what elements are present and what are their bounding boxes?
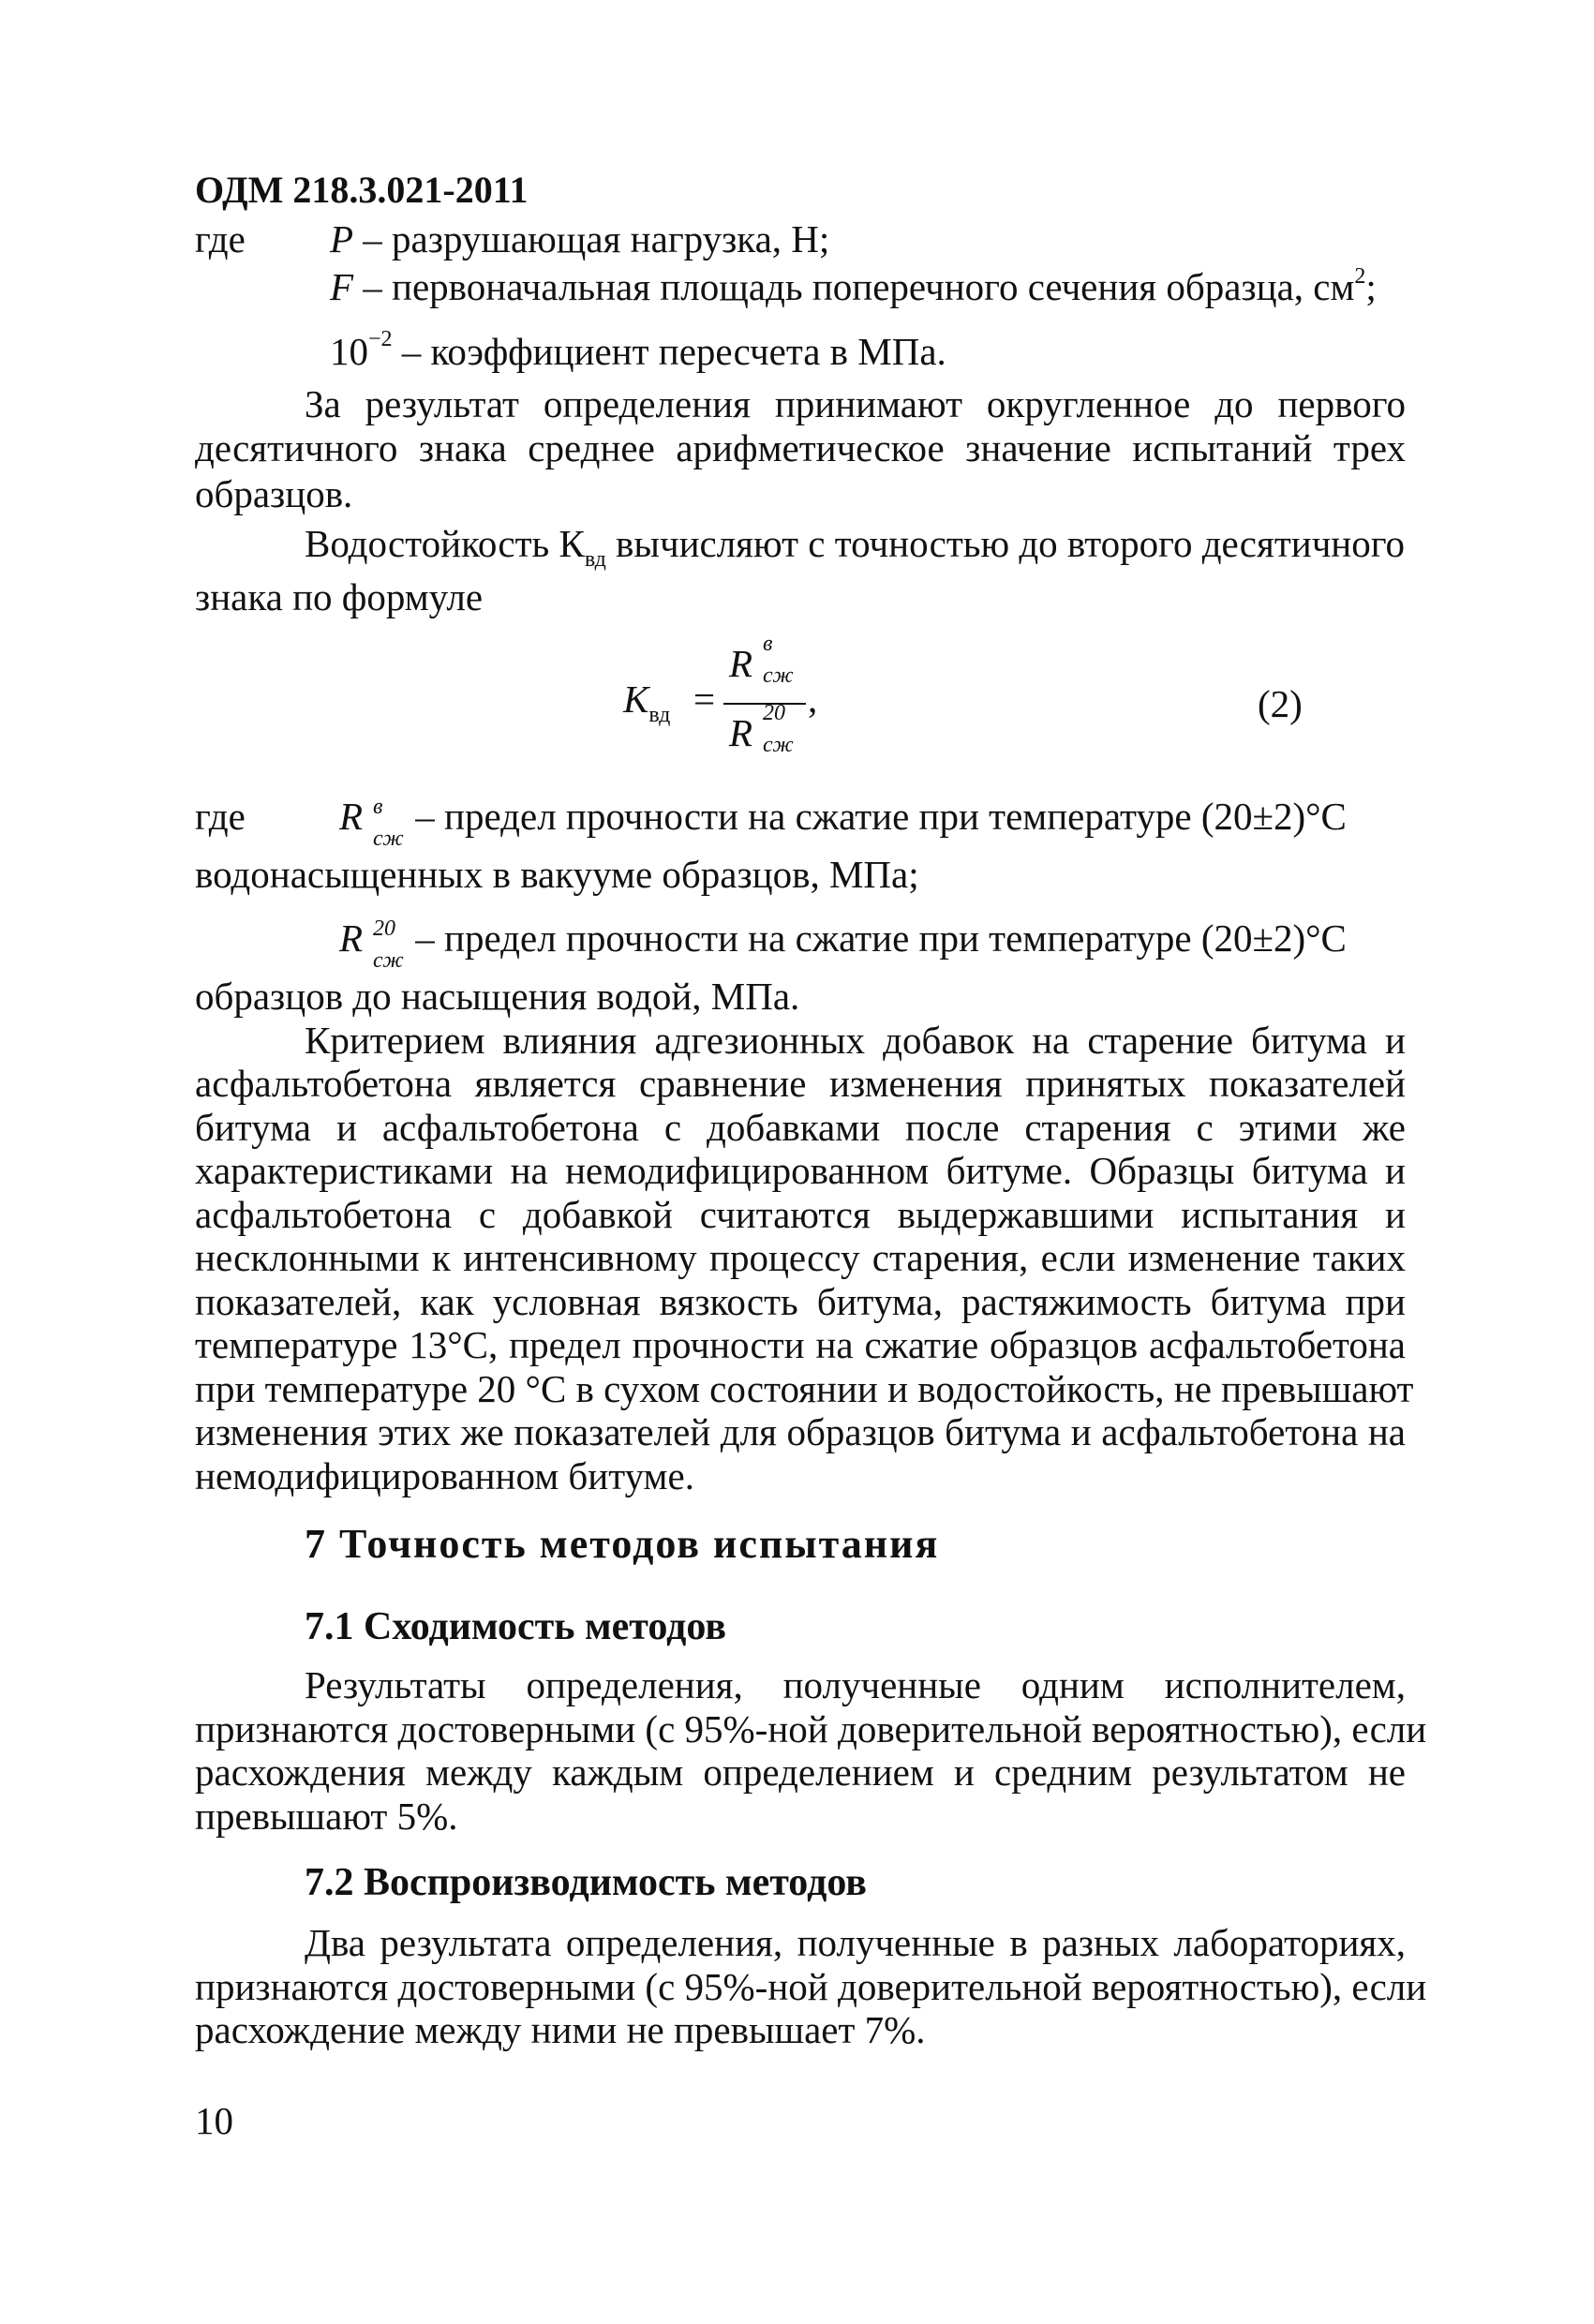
legend-f-superscript: 2 [1354, 264, 1366, 289]
denominator-r [729, 701, 794, 757]
paragraph-line: несклонными к интенсивному процессу старения, если изменение таких [195, 1236, 1406, 1279]
symbol-p: P [330, 217, 354, 261]
r-dry-letter: R [339, 916, 364, 960]
paragraph-line: признаются достоверными (с 95%-ной доверительной вероятностью), если [195, 1965, 1427, 2008]
numerator-superscript: в [763, 632, 773, 656]
r-dry-subscript: сж [373, 948, 404, 973]
r-water-letter: R [339, 795, 364, 838]
paragraph-line: немодифицированном битуме. [195, 1454, 694, 1497]
r-water-text: – предел прочности на сжатие при температуре (20±2)°С [406, 795, 1347, 838]
r-water-symbol [339, 795, 404, 851]
legend-p-text: – разрушающая нагрузка, Н; [353, 217, 830, 261]
paragraph-line: расхождения между каждым определением и средним результатом не [195, 1750, 1406, 1794]
numerator-symbol: R [729, 642, 753, 685]
paragraph-line: температуре 13°С, предел прочности на сжатие образцов асфальтобетона [195, 1323, 1406, 1366]
legend-r-dry [339, 916, 1347, 973]
page-number: 10 [195, 2099, 233, 2142]
r-dry-symbol [339, 916, 404, 973]
numerator-subscript: сж [763, 663, 794, 688]
paragraph-line: Два результата определения, полученные в разных лабораториях, [305, 1921, 1406, 1964]
paragraph-line: асфальтобетона с добавкой считаются выдержавшими испытания и [195, 1193, 1406, 1236]
subsection-heading: 7.1 Сходимость методов [305, 1605, 727, 1648]
paragraph-line: десятичного знака среднее арифметическое значение испытаний трех [195, 426, 1406, 469]
legend-coefficient [330, 327, 946, 380]
where-label: где [195, 217, 246, 261]
paragraph-line: расхождение между ними не превышает 7%. [195, 2008, 926, 2051]
denominator-subscript: сж [763, 733, 794, 757]
paragraph-line: За результат определения принимают округленное до первого [305, 382, 1406, 425]
paragraph-line: знака по формуле [195, 575, 484, 618]
water-resistance-line [305, 522, 1405, 572]
paragraph-line: изменения этих же показателей для образцов битума и асфальтобетона на [195, 1410, 1406, 1453]
formula-comma: , [808, 678, 818, 721]
r-water-superscript: в [373, 795, 383, 819]
paragraph-line: показателей, как условная вязкость битума, растяжимость битума при [195, 1280, 1406, 1323]
formula-number: (2) [1258, 682, 1303, 725]
water-resistance-text-rest: вычисляют с точностью до второго десятичного [605, 522, 1406, 565]
formula-numerator [729, 632, 794, 697]
subsection-heading: 7.2 Воспроизводимость методов [305, 1861, 867, 1904]
r-water-subscript: сж [373, 827, 404, 851]
legend-f [330, 265, 1377, 315]
legend-r-water [339, 795, 1347, 851]
paragraph-line: Критерием влияния адгезионных добавок на старение битума и [305, 1019, 1406, 1062]
paragraph-line: битума и асфальтобетона с добавками после старения с этими же [195, 1106, 1406, 1149]
legend-f-text: – первоначальная площадь поперечного сечения образца, см [353, 265, 1355, 308]
denominator-symbol: R [729, 711, 753, 754]
legend-f-end: ; [1365, 265, 1377, 308]
formula-equals: = [693, 678, 716, 721]
paragraph-line: при температуре 20 °С в сухом состоянии и водостойкость, не превышают [195, 1367, 1414, 1410]
paragraph-line: признаются достоверными (с 95%-ной доверительной вероятностью), если [195, 1707, 1427, 1750]
r-dry-text: – предел прочности на сжатие при температуре (20±2)°С [406, 916, 1347, 960]
legend-p [330, 217, 829, 261]
paragraph-line: асфальтобетона является сравнение изменения принятых показателей [195, 1062, 1406, 1105]
paragraph-line: образцов до насыщения водой, МПа. [195, 975, 800, 1018]
numerator-r [729, 632, 794, 688]
paragraph-line: водонасыщенных в вакууме образцов, МПа; [195, 853, 919, 896]
paragraph-line: превышают 5%. [195, 1795, 458, 1838]
coef-base: 10 [330, 330, 368, 373]
paragraph-line: образцов. [195, 472, 353, 515]
where-label: где [195, 795, 246, 838]
formula-lhs [623, 677, 671, 727]
coef-text: – коэффициент пересчета в МПа. [392, 330, 946, 373]
water-resistance-subscript: вд [584, 547, 606, 572]
formula-denominator [729, 701, 794, 767]
paragraph-line: характеристиками на немодифицированном битуме. Образцы битума и [195, 1149, 1406, 1192]
section-heading: 7 Точность методов испытания [305, 1521, 940, 1567]
formula-k-subscript: вд [648, 703, 671, 727]
r-dry-superscript: 20 [373, 916, 395, 941]
formula-k: K [623, 678, 649, 721]
coef-exponent: −2 [368, 327, 393, 351]
paragraph-line: Результаты определения, полученные одним исполнителем, [305, 1663, 1406, 1706]
symbol-f: F [330, 265, 354, 308]
water-resistance-text: Водостойкость К [305, 522, 585, 565]
denominator-superscript: 20 [763, 701, 785, 725]
document-code: ОДМ 218.3.021-2011 [195, 169, 529, 211]
